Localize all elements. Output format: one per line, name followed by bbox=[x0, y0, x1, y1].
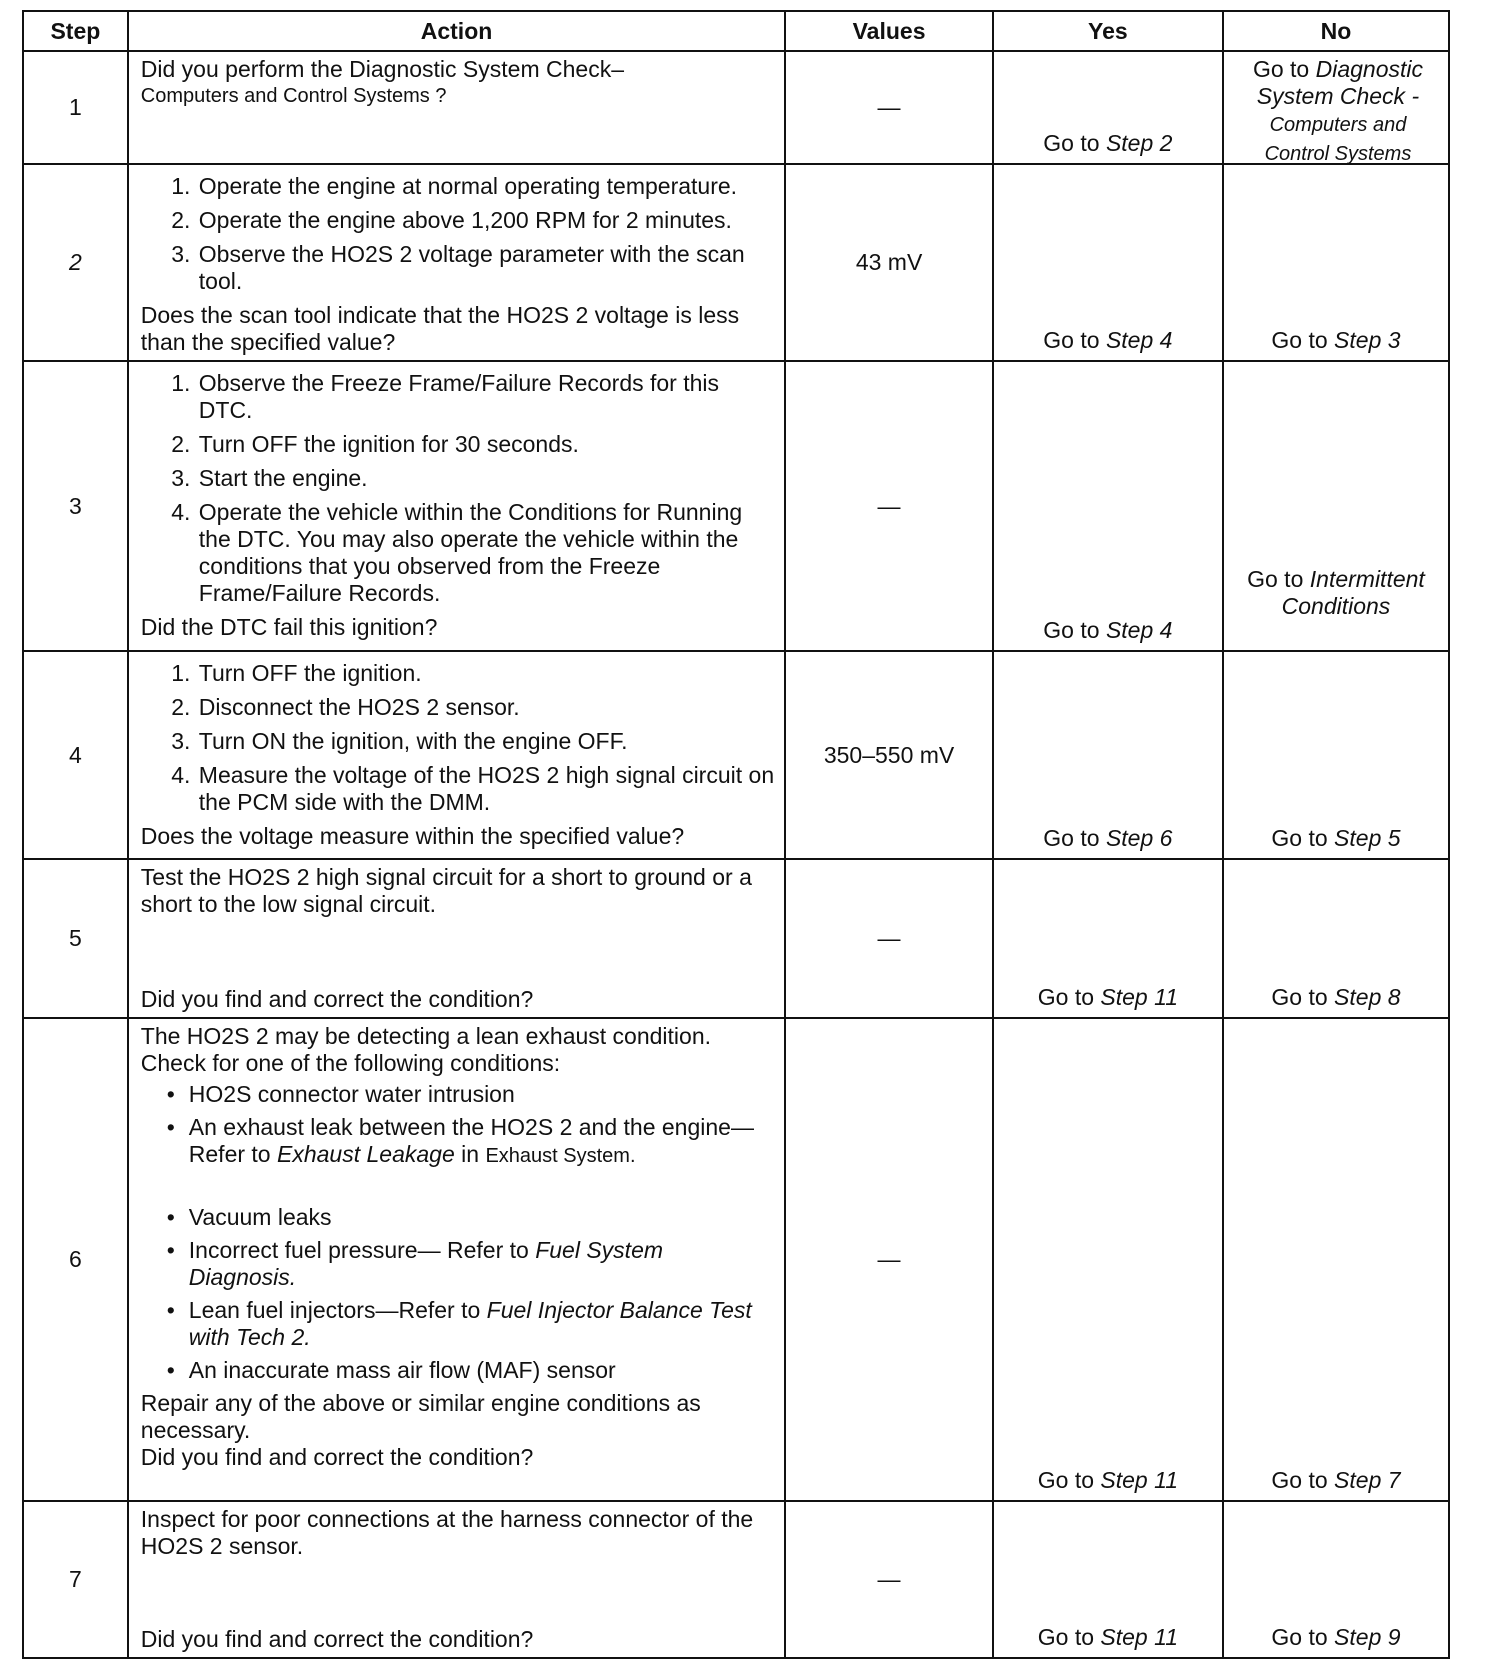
action-cell bbox=[128, 51, 786, 164]
step-number: 3 bbox=[23, 361, 128, 651]
list-item: • Vacuum leaks bbox=[189, 1204, 775, 1231]
value-cell: — bbox=[785, 1501, 993, 1658]
no-link[interactable]: Go to Intermittent Conditions bbox=[1247, 566, 1425, 619]
action-text: Computers and Control Systems ? bbox=[140, 85, 447, 107]
no-cell bbox=[1223, 651, 1449, 859]
yes-link[interactable]: Go to Step 2 bbox=[1043, 130, 1173, 156]
action-cell bbox=[128, 1501, 786, 1658]
list-item: 3. Observe the HO2S 2 voltage parameter with the scan tool. bbox=[197, 241, 775, 295]
no-cell bbox=[1223, 1501, 1449, 1658]
condition-list bbox=[141, 1081, 775, 1384]
list-item: • An inaccurate mass air flow (MAF) sensor bbox=[189, 1357, 775, 1384]
no-cell bbox=[1223, 859, 1449, 1018]
action-text: Did you perform the Diagnostic System Check– bbox=[140, 56, 624, 82]
step-number: 1 bbox=[23, 51, 128, 164]
header-no: No bbox=[1223, 11, 1449, 51]
value-cell: — bbox=[785, 361, 993, 651]
step-number: 7 bbox=[23, 1501, 128, 1658]
list-item: • Lean fuel injectors—Refer to Fuel Injector Balance Test with Tech 2. bbox=[189, 1297, 775, 1351]
table-row bbox=[23, 1501, 1449, 1658]
action-question: Did you find and correct the condition? bbox=[140, 1444, 534, 1470]
list-item: 1. Turn OFF the ignition. bbox=[197, 660, 775, 687]
header-step: Step bbox=[23, 11, 128, 51]
action-text: Inspect for poor connections at the harness connector of the HO2S 2 sensor. bbox=[140, 1506, 754, 1559]
yes-link[interactable]: Go to Step 11 bbox=[1037, 1624, 1178, 1650]
yes-link[interactable]: Go to Step 6 bbox=[1043, 825, 1173, 851]
table-row bbox=[23, 859, 1449, 1018]
value-cell: 350–550 mV bbox=[785, 651, 993, 859]
action-cell bbox=[128, 164, 786, 361]
yes-cell bbox=[993, 651, 1223, 859]
value-cell: — bbox=[785, 859, 993, 1018]
yes-link[interactable]: Go to Step 4 bbox=[1043, 617, 1173, 643]
yes-cell bbox=[993, 1501, 1223, 1658]
list-item: 3. Start the engine. bbox=[197, 465, 775, 492]
no-link[interactable]: Go to Step 5 bbox=[1271, 825, 1401, 851]
action-cell bbox=[128, 361, 786, 651]
value-cell: — bbox=[785, 51, 993, 164]
yes-link[interactable]: Go to Step 4 bbox=[1043, 327, 1173, 353]
no-link[interactable]: Go to Step 8 bbox=[1271, 984, 1401, 1010]
diagnostic-table bbox=[22, 10, 1450, 1659]
list-item: 3. Turn ON the ignition, with the engine OFF. bbox=[197, 728, 775, 755]
no-cell bbox=[1223, 361, 1449, 651]
action-cell bbox=[128, 651, 786, 859]
step-number: 2 bbox=[23, 164, 128, 361]
list-item: 1. Operate the engine at normal operating temperature. bbox=[197, 173, 775, 200]
list-item: 4. Operate the vehicle within the Conditions for Running the DTC. You may also operate the vehicle within the conditions that you observed from the Freeze Frame/Failure Records. bbox=[197, 499, 775, 607]
table-row bbox=[23, 51, 1449, 164]
yes-cell bbox=[993, 361, 1223, 651]
list-item: 2. Turn OFF the ignition for 30 seconds. bbox=[197, 431, 775, 458]
list-item: • An exhaust leak between the HO2S 2 and the engine—Refer to Exhaust Leakage in Exhaust System. bbox=[189, 1114, 775, 1170]
no-link[interactable]: Go to Step 7 bbox=[1271, 1467, 1401, 1493]
step-number: 5 bbox=[23, 859, 128, 1018]
yes-cell bbox=[993, 1018, 1223, 1501]
action-text: The HO2S 2 may be detecting a lean exhaust condition. Check for one of the following conditions: bbox=[140, 1023, 712, 1076]
action-question: Did the DTC fail this ignition? bbox=[140, 614, 438, 640]
no-cell bbox=[1223, 51, 1449, 164]
yes-link[interactable]: Go to Step 11 bbox=[1037, 984, 1178, 1010]
yes-cell bbox=[993, 859, 1223, 1018]
value-cell: 43 mV bbox=[785, 164, 993, 361]
action-text: Repair any of the above or similar engine conditions as necessary. bbox=[140, 1390, 701, 1443]
action-question: Did you find and correct the condition? bbox=[140, 1626, 534, 1652]
list-item: • Incorrect fuel pressure— Refer to Fuel System Diagnosis. bbox=[189, 1237, 775, 1291]
header-row bbox=[23, 11, 1449, 51]
no-link[interactable]: Go to Diagnostic System Check - Computers and Control Systems bbox=[1252, 56, 1423, 165]
table-row bbox=[23, 361, 1449, 651]
list-item: 1. Observe the Freeze Frame/Failure Records for this DTC. bbox=[197, 370, 775, 424]
list-item: • HO2S connector water intrusion bbox=[189, 1081, 775, 1108]
step-number: 4 bbox=[23, 651, 128, 859]
yes-link[interactable]: Go to Step 11 bbox=[1037, 1467, 1178, 1493]
list-item: 4. Measure the voltage of the HO2S 2 high signal circuit on the PCM side with the DMM. bbox=[197, 762, 775, 816]
action-cell bbox=[128, 1018, 786, 1501]
action-question: Does the scan tool indicate that the HO2S 2 voltage is less than the specified value? bbox=[140, 302, 740, 355]
header-values: Values bbox=[785, 11, 993, 51]
no-cell bbox=[1223, 164, 1449, 361]
list-item: 2. Disconnect the HO2S 2 sensor. bbox=[197, 694, 775, 721]
action-text: Test the HO2S 2 high signal circuit for a short to ground or a short to the low signal circuit. bbox=[140, 864, 752, 917]
table-row bbox=[23, 164, 1449, 361]
table-row bbox=[23, 651, 1449, 859]
action-question: Did you find and correct the condition? bbox=[140, 986, 534, 1012]
action-question: Does the voltage measure within the specified value? bbox=[140, 823, 685, 849]
step-number: 6 bbox=[23, 1018, 128, 1501]
header-action: Action bbox=[128, 11, 786, 51]
table-row bbox=[23, 1018, 1449, 1501]
no-link[interactable]: Go to Step 9 bbox=[1271, 1624, 1401, 1650]
no-link[interactable]: Go to Step 3 bbox=[1271, 327, 1401, 353]
yes-cell bbox=[993, 51, 1223, 164]
value-cell: — bbox=[785, 1018, 993, 1501]
yes-cell bbox=[993, 164, 1223, 361]
list-item: 2. Operate the engine above 1,200 RPM for 2 minutes. bbox=[197, 207, 775, 234]
no-cell bbox=[1223, 1018, 1449, 1501]
header-yes: Yes bbox=[993, 11, 1223, 51]
action-cell bbox=[128, 859, 786, 1018]
